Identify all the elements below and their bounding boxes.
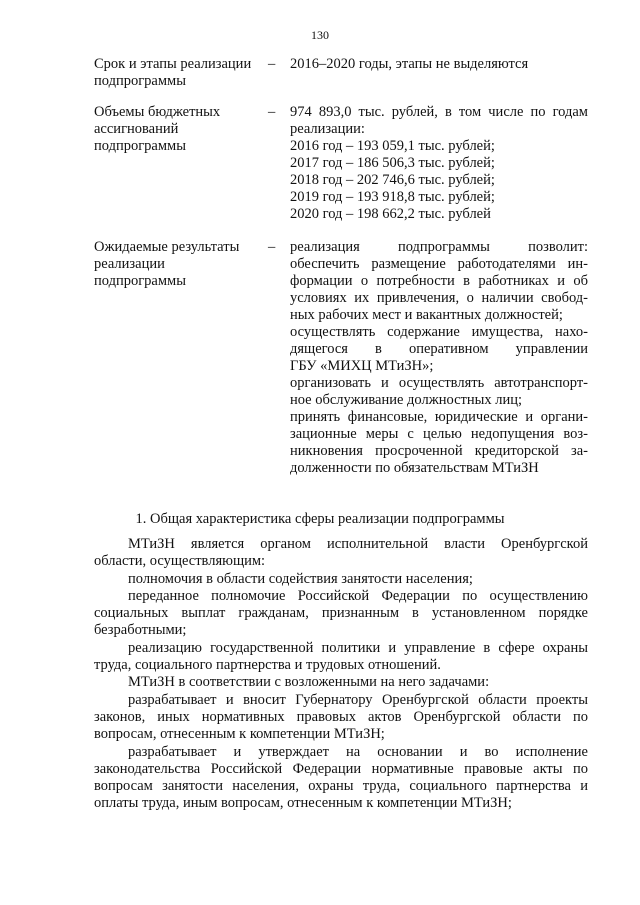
value-line: реализации:: [290, 121, 365, 137]
value-line: организовать и осуществлять автотранспорт-: [290, 375, 588, 391]
body-line: разрабатывает и утверждает на основании и во исполнение: [128, 743, 588, 760]
body-line: оплаты труда, иным вопросам, отнесенным к компетенции МТиЗН;: [94, 795, 512, 812]
label-line: подпрограммы: [94, 273, 186, 289]
label-line: подпрограммы: [94, 138, 186, 154]
body-line: полномочия в области содействия занятости населения;: [128, 570, 473, 587]
row-label: [94, 239, 264, 290]
body-line: МТиЗН в соответствии с возложенными на него задачами:: [128, 674, 490, 691]
body-line: социальных выплат гражданам, признанным в установленном порядке: [94, 605, 588, 622]
value-line: 2018 год – 202 746,6 тыс. рублей;: [290, 172, 495, 188]
row-label: [94, 104, 264, 155]
row-value: [290, 239, 588, 477]
section-heading: 1. Общая характеристика сферы реализации подпрограммы: [135, 511, 505, 527]
value-line: ГБУ «МИХЦ МТиЗН»;: [290, 358, 434, 374]
body-line: МТиЗН является органом исполнительной власти Оренбургской: [128, 536, 588, 552]
row-value: [290, 56, 588, 73]
label-line: реализации: [94, 256, 165, 272]
body-line: разрабатывает и вносит Губернатору Оренбургской области проекты: [128, 691, 588, 708]
body-line: законов, иных нормативных правовых актов Оренбургской области по: [94, 708, 588, 725]
value-line: принять финансовые, юридические и органи-: [290, 409, 588, 425]
body-line: безработными;: [94, 622, 187, 639]
value-line: условиях их привлечения, о наличии свобод-: [290, 290, 588, 306]
value-line: 974 893,0 тыс. рублей, в том числе по годам: [290, 104, 588, 120]
body-line: вопросам, отнесенным к компетенции МТиЗН;: [94, 726, 385, 743]
label-line: Срок и этапы реализации: [94, 56, 252, 72]
value-line: 2019 год – 193 918,8 тыс. рублей;: [290, 189, 495, 205]
row-value: [290, 104, 588, 223]
label-line: Ожидаемые результаты: [94, 239, 240, 255]
body-line: реализацию государственной политики и управление в сфере охраны: [128, 639, 588, 656]
body-line: переданное полномочие Российской Федерации по осуществлению: [128, 587, 588, 604]
value-line: реализация подпрограммы позволит:: [290, 239, 588, 255]
label-line: Объемы бюджетных: [94, 104, 221, 120]
body-text: [94, 536, 588, 813]
value-line: ное обслуживание должностных лиц;: [290, 392, 523, 408]
value-line: зационные меры с целью недопущения воз-: [290, 426, 588, 442]
body-line: вопросам занятости населения, охраны труда, социального партнерства и: [94, 778, 588, 795]
body-line: законодательства Российской Федерации нормативные правовые акты по: [94, 760, 588, 777]
value-line: 2020 год – 198 662,2 тыс. рублей: [290, 206, 491, 222]
value-line: ных рабочих мест и вакантных должностей;: [290, 307, 563, 323]
row-dash: –: [268, 239, 276, 255]
page-number: 130: [311, 28, 329, 42]
value-line: долженности по обязательствам МТиЗН: [290, 460, 539, 476]
value-line: никновения просроченной кредиторской за-: [290, 443, 588, 459]
value-line: 2016 год – 193 059,1 тыс. рублей;: [290, 138, 495, 154]
value-line: формации о потребности в работниках и об: [290, 273, 588, 289]
value-line: дящегося в оперативном управлении: [290, 341, 588, 357]
row-dash: –: [268, 56, 276, 72]
label-line: подпрограммы: [94, 73, 186, 89]
value-line: 2017 год – 186 506,3 тыс. рублей;: [290, 155, 495, 171]
label-line: ассигнований: [94, 121, 179, 137]
body-line: труда, социального партнерства и трудовых отношений.: [94, 657, 441, 674]
value-line: 2016–2020 годы, этапы не выделяются: [290, 56, 529, 72]
value-line: обеспечить размещение работодателями ин-: [290, 256, 588, 272]
row-dash: –: [268, 104, 276, 120]
row-label: [94, 56, 264, 90]
body-line: области, осуществляющим:: [94, 553, 266, 570]
value-line: осуществлять содержание имущества, нахо-: [290, 324, 588, 340]
